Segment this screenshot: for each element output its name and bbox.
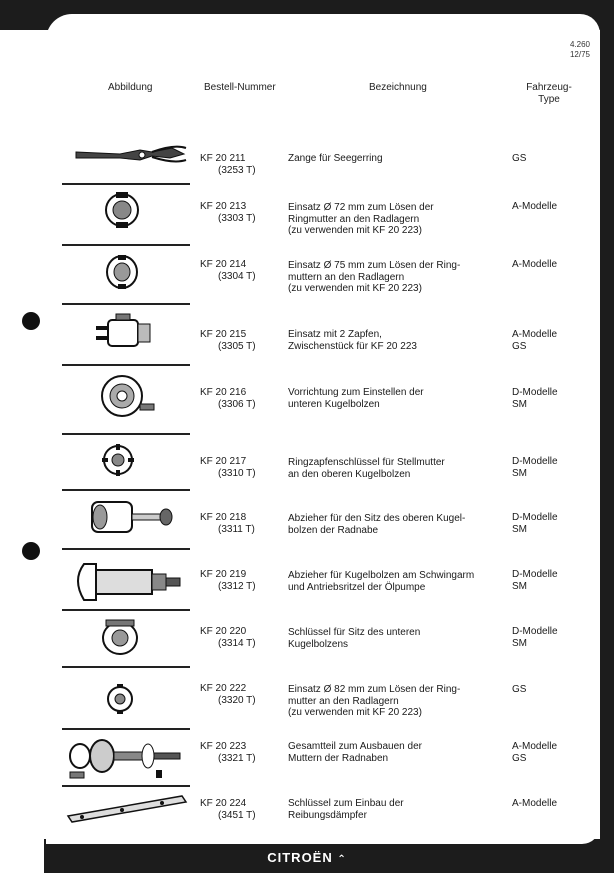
header-order-no: Bestell-Nummer [204, 82, 276, 93]
vehicle-type [512, 798, 557, 810]
designation-line: Kugelbolzens [288, 638, 349, 650]
order-number-main: KF 20 211 [200, 153, 246, 164]
vehicle-type-line: GS [512, 153, 527, 164]
order-number [200, 512, 255, 536]
order-number-sub: (3314 T) [218, 638, 256, 649]
vehicle-type-line: A-Modelle [512, 798, 558, 809]
designation [288, 153, 498, 165]
row-separator [62, 609, 190, 611]
document-number [570, 40, 590, 60]
header-vehicle-type-line1: Fahrzeug- [526, 82, 572, 93]
hub-seat-puller-illustration [62, 496, 190, 538]
designation-line: Einsatz Ø 82 mm zum Lösen der Ring- [288, 684, 461, 695]
order-number-main: KF 20 215 [200, 329, 247, 340]
designation-line: Einsatz Ø 75 mm zum Lösen der Ring- [288, 260, 461, 271]
vehicle-type [512, 569, 558, 593]
row-separator [62, 785, 190, 787]
vehicle-type [512, 387, 558, 411]
order-number-main: KF 20 220 [200, 626, 247, 637]
designation-line: muttern an den Radlagern [288, 271, 405, 283]
paper-sheet [46, 14, 600, 844]
order-number-main: KF 20 222 [200, 683, 247, 694]
row-separator [62, 244, 190, 246]
order-number [200, 626, 256, 650]
order-number-main: KF 20 224 [200, 798, 247, 809]
designation [288, 570, 498, 593]
designation-line: Abzieher für Kugelbolzen am Schwingarm [288, 570, 475, 581]
citroen-brand-logo [0, 850, 614, 865]
order-number-sub: (3306 T) [218, 399, 256, 410]
order-number-main: KF 20 223 [200, 741, 247, 752]
vehicle-type-line: GS [512, 341, 527, 352]
order-number [200, 387, 256, 411]
designation-line: Schlüssel zum Einbau der [288, 798, 404, 809]
header-image: Abbildung [108, 82, 153, 93]
designation [288, 513, 498, 536]
designation-line: Zange für Seegerring [288, 153, 383, 164]
vehicle-type [512, 259, 557, 271]
punch-hole-bottom [22, 542, 40, 560]
socket-insert-75-illustration [62, 252, 190, 292]
order-number [200, 153, 256, 177]
designation [288, 627, 498, 650]
vehicle-type-line: D-Modelle [512, 569, 558, 580]
vehicle-type-line: A-Modelle [512, 259, 558, 270]
vehicle-type-line: SM [512, 399, 527, 410]
vehicle-type [512, 456, 558, 480]
vehicle-type-line: D-Modelle [512, 512, 558, 523]
vehicle-type [512, 626, 558, 650]
vehicle-type [512, 153, 526, 165]
vehicle-type-line: A-Modelle [512, 201, 558, 212]
vehicle-type [512, 684, 526, 696]
designation [288, 260, 498, 295]
designation [288, 741, 498, 764]
designation [288, 387, 498, 410]
order-number-main: KF 20 214 [200, 259, 247, 270]
designation-line: an den oberen Kugelbolzen [288, 468, 411, 480]
designation-line: Ringmutter an den Radlagern [288, 213, 420, 225]
order-number-sub: (3311 T) [218, 524, 255, 535]
header-vehicle-type-line2: Type [538, 94, 560, 105]
vehicle-type [512, 741, 557, 765]
order-number-sub: (3303 T) [218, 213, 256, 224]
header-designation: Bezeichnung [369, 82, 427, 93]
row-separator [62, 489, 190, 491]
order-number-sub: (3310 T) [218, 468, 256, 479]
row-separator [62, 303, 190, 305]
order-number [200, 201, 256, 225]
order-number [200, 683, 256, 707]
order-number [200, 329, 256, 353]
order-number-sub: (3253 T) [218, 165, 256, 176]
designation-line: Zwischenstück für KF 20 223 [288, 340, 417, 352]
vehicle-type-line: D-Modelle [512, 626, 558, 637]
vehicle-type-line: SM [512, 638, 527, 649]
designation [288, 329, 498, 352]
designation-line: Reibungsdämpfer [288, 809, 367, 821]
designation [288, 457, 498, 480]
order-number-main: KF 20 216 [200, 387, 247, 398]
designation [288, 684, 498, 719]
designation-line: (zu verwenden mit KF 20 223) [288, 283, 422, 295]
designation-line: Schlüssel für Sitz des unteren [288, 627, 421, 638]
document-date: 12/75 [569, 50, 590, 59]
order-number [200, 569, 256, 593]
brand-name: CITROËN [267, 850, 333, 865]
vehicle-type-line: A-Modelle [512, 329, 558, 340]
row-separator [62, 183, 190, 185]
order-number [200, 456, 256, 480]
document-code: 4.260 [569, 40, 590, 49]
punch-hole-top [22, 312, 40, 330]
designation-line: (zu verwenden mit KF 20 223) [288, 225, 422, 237]
order-number-main: KF 20 219 [200, 569, 247, 580]
hub-nut-removal-set-illustration [62, 734, 190, 780]
order-number-sub: (3320 T) [218, 695, 256, 706]
order-number-main: KF 20 213 [200, 201, 247, 212]
circlip-pliers-illustration [62, 140, 190, 170]
order-number-sub: (3312 T) [218, 581, 256, 592]
socket-insert-72-illustration [62, 190, 190, 230]
vehicle-type-line: GS [512, 753, 527, 764]
damper-key-illustration [62, 790, 190, 824]
designation-line: Einsatz Ø 72 mm zum Lösen der [288, 202, 434, 213]
designation-line: unteren Kugelbolzen [288, 398, 380, 410]
double-chevron-icon: ⌃ [337, 854, 347, 865]
order-number-sub: (3321 T) [218, 753, 256, 764]
designation-line: mutter an den Radlagern [288, 695, 399, 707]
vehicle-type-line: A-Modelle [512, 741, 558, 752]
socket-insert-82-illustration [62, 680, 190, 718]
vehicle-type-line: GS [512, 684, 527, 695]
designation [288, 202, 498, 237]
vehicle-type [512, 512, 558, 536]
designation-line: Gesamtteil zum Ausbauen der [288, 741, 422, 752]
ball-joint-puller-illustration [62, 556, 190, 606]
designation-line: (zu verwenden mit KF 20 223) [288, 707, 422, 719]
order-number [200, 741, 256, 765]
vehicle-type-line: D-Modelle [512, 387, 558, 398]
order-number-main: KF 20 217 [200, 456, 247, 467]
order-number-sub: (3304 T) [218, 271, 256, 282]
vehicle-type-line: SM [512, 524, 527, 535]
pin-wrench-illustration [62, 442, 190, 478]
designation [288, 798, 498, 821]
designation-line: bolzen der Radnabe [288, 524, 379, 536]
header-vehicle-type [524, 82, 574, 106]
scan-border-right [600, 0, 614, 873]
vehicle-type [512, 329, 557, 353]
designation-line: Einsatz mit 2 Zapfen, [288, 329, 382, 340]
row-separator [62, 666, 190, 668]
row-separator [62, 728, 190, 730]
order-number [200, 798, 256, 822]
order-number [200, 259, 256, 283]
ball-joint-adjuster-illustration [62, 372, 190, 422]
row-separator [62, 548, 190, 550]
order-number-sub: (3305 T) [218, 341, 256, 352]
row-separator [62, 364, 190, 366]
row-separator [62, 433, 190, 435]
designation-line: Abzieher für den Sitz des oberen Kugel- [288, 513, 466, 524]
designation-line: Ringzapfenschlüssel für Stellmutter [288, 457, 445, 468]
ball-joint-seat-wrench-illustration [62, 616, 190, 660]
vehicle-type-line: SM [512, 581, 527, 592]
vehicle-type-line: D-Modelle [512, 456, 558, 467]
vehicle-type [512, 201, 557, 213]
vehicle-type-line: SM [512, 468, 527, 479]
designation-line: und Antriebsritzel der Ölpumpe [288, 581, 426, 593]
designation-line: Muttern der Radnaben [288, 752, 389, 764]
order-number-main: KF 20 218 [200, 512, 247, 523]
two-pin-insert-illustration [62, 312, 190, 356]
designation-line: Vorrichtung zum Einstellen der [288, 387, 424, 398]
order-number-sub: (3451 T) [218, 810, 256, 821]
